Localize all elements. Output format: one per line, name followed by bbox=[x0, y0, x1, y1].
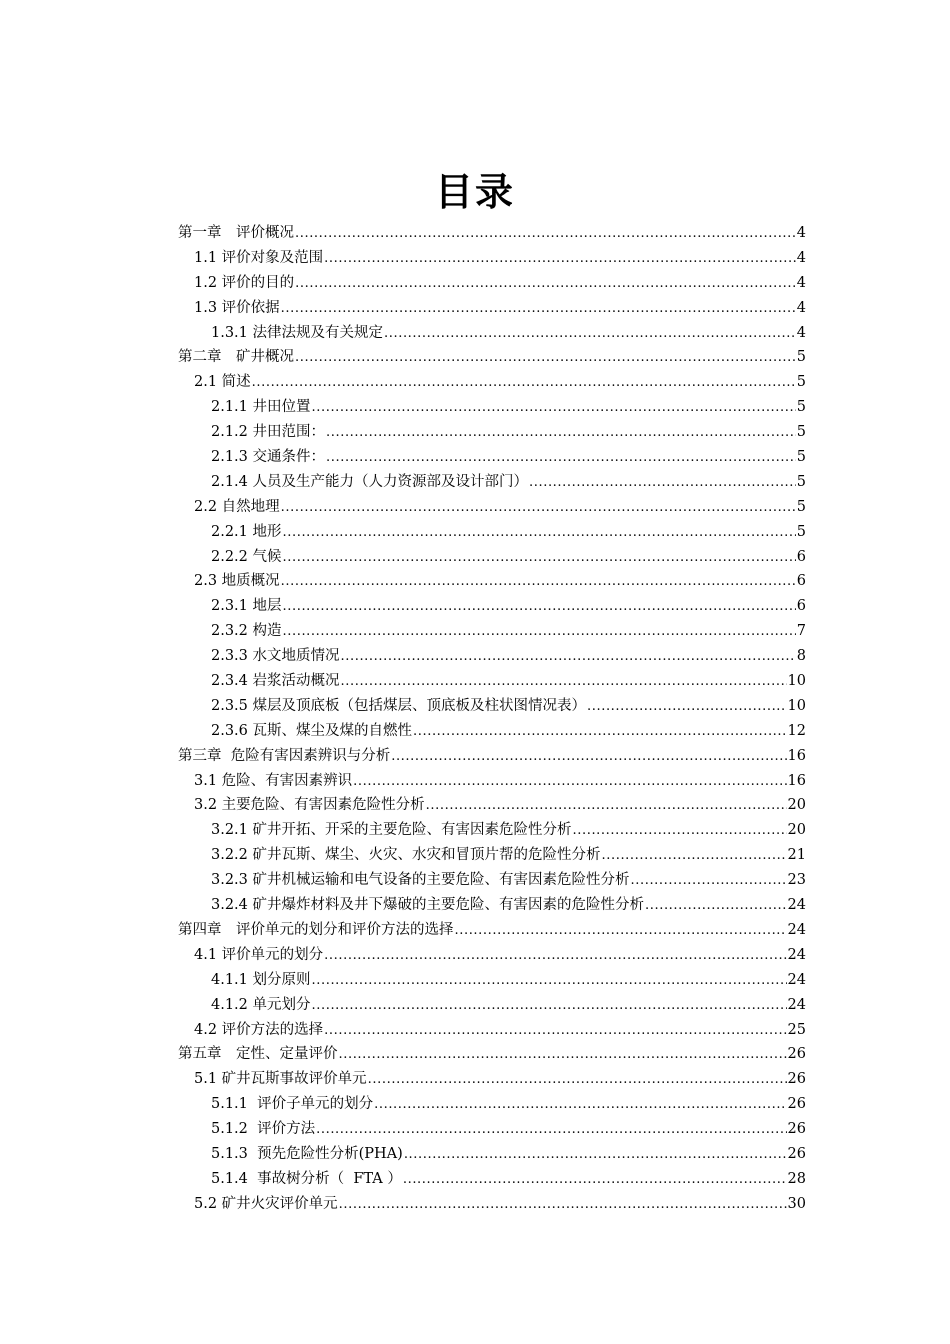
toc-title: 目录 bbox=[434, 170, 515, 214]
toc-entry-text: 3.1 危险、有害因素辨识 bbox=[194, 772, 353, 789]
toc-entry[interactable] bbox=[178, 1167, 806, 1192]
toc-page-number: 16 bbox=[787, 772, 806, 789]
toc-entry-text: 3.2.1 矿井开拓、开采的主要危险、有害因素危险性分析 bbox=[211, 822, 572, 839]
toc-entry[interactable] bbox=[178, 793, 806, 818]
toc-entry-text: 2.3.2 构造 bbox=[211, 623, 282, 640]
toc-dot-leader bbox=[312, 968, 787, 985]
toc-page-number: 23 bbox=[787, 872, 806, 889]
toc-entry-text: 3.2.4 矿井爆炸材料及井下爆破的主要危险、有害因素的危险性分析 bbox=[211, 897, 645, 914]
toc-entry[interactable] bbox=[178, 719, 806, 744]
toc-dot-leader bbox=[283, 545, 796, 562]
toc-page-number: 4 bbox=[796, 249, 806, 266]
toc-entry[interactable] bbox=[178, 993, 806, 1018]
toc-entry-text: 第二章 矿井概况 bbox=[178, 349, 294, 366]
toc-dot-leader bbox=[283, 594, 796, 611]
toc-dot-leader bbox=[324, 1018, 786, 1035]
toc-entry[interactable] bbox=[178, 1117, 806, 1142]
toc-entry-text: 2.3 地质概况 bbox=[194, 573, 280, 590]
toc-page-number: 26 bbox=[787, 1145, 806, 1162]
toc-page-number: 5 bbox=[796, 374, 806, 391]
toc-entry[interactable] bbox=[178, 271, 806, 296]
toc-dot-leader bbox=[631, 868, 787, 885]
toc-dot-leader bbox=[413, 719, 787, 736]
toc-page-number: 5 bbox=[796, 523, 806, 540]
toc-entry-text: 4.1.1 划分原则 bbox=[211, 971, 311, 988]
toc-page-number: 24 bbox=[787, 971, 806, 988]
toc-page-number: 24 bbox=[787, 897, 806, 914]
toc-dot-leader bbox=[324, 943, 786, 960]
toc-page-number: 20 bbox=[787, 822, 806, 839]
toc-page-number: 4 bbox=[796, 324, 806, 341]
toc-dot-leader bbox=[312, 993, 787, 1010]
toc-page-number: 21 bbox=[787, 847, 806, 864]
toc-page-number: 20 bbox=[787, 797, 806, 814]
toc-entry[interactable] bbox=[178, 694, 806, 719]
toc-page-number: 6 bbox=[796, 598, 806, 615]
table-of-contents bbox=[178, 221, 806, 1217]
toc-dot-leader bbox=[455, 918, 787, 935]
toc-dot-leader bbox=[312, 395, 796, 412]
toc-entry[interactable] bbox=[178, 1067, 806, 1092]
toc-entry-text: 3.2.2 矿井瓦斯、煤尘、火灾、水灾和冒顶片帮的危险性分析 bbox=[211, 847, 601, 864]
toc-page-number: 24 bbox=[787, 921, 806, 938]
toc-entry-text: 2.3.3 水文地质情况 bbox=[211, 648, 340, 665]
toc-entry-text: 5.2 矿井火灾评价单元 bbox=[194, 1195, 338, 1212]
toc-dot-leader bbox=[283, 619, 796, 636]
toc-page-number: 7 bbox=[796, 623, 806, 640]
toc-entry-text: 第一章 评价概况 bbox=[178, 225, 294, 241]
toc-dot-leader bbox=[252, 370, 796, 387]
toc-page-number: 28 bbox=[787, 1170, 806, 1187]
toc-entry[interactable] bbox=[178, 594, 806, 619]
toc-page-number: 5 bbox=[796, 498, 806, 515]
toc-entry-text: 2.3.6 瓦斯、煤尘及煤的自燃性 bbox=[211, 722, 413, 739]
toc-entry-text: 2.2 自然地理 bbox=[194, 498, 280, 515]
toc-page-number: 8 bbox=[796, 648, 806, 665]
toc-page-number: 24 bbox=[787, 996, 806, 1013]
toc-page-number: 26 bbox=[787, 1046, 806, 1063]
toc-entry-text: 2.3.5 煤层及顶底板（包括煤层、顶底板及柱状图情况表） bbox=[211, 697, 587, 714]
toc-entry-text: 2.1.2 井田范围： bbox=[211, 424, 326, 441]
toc-entry[interactable] bbox=[178, 1142, 806, 1167]
toc-dot-leader bbox=[295, 221, 796, 238]
toc-dot-leader bbox=[587, 694, 787, 711]
toc-entry-text: 第三章 危险有害因素辨识与分析 bbox=[178, 747, 391, 764]
toc-entry-text: 4.1 评价单元的划分 bbox=[194, 946, 324, 963]
toc-entry-text: 2.1 简述 bbox=[194, 374, 251, 391]
toc-entry[interactable] bbox=[178, 296, 806, 321]
toc-dot-leader bbox=[341, 644, 796, 661]
toc-dot-leader bbox=[316, 1117, 786, 1134]
toc-entry[interactable] bbox=[178, 1092, 806, 1117]
toc-entry-text: 5.1.1 评价子单元的划分 bbox=[211, 1096, 374, 1113]
toc-entry[interactable] bbox=[178, 520, 806, 545]
toc-page-number: 12 bbox=[787, 722, 806, 739]
toc-entry[interactable] bbox=[178, 769, 806, 794]
toc-dot-leader bbox=[281, 296, 796, 313]
toc-dot-leader bbox=[374, 1092, 786, 1109]
toc-dot-leader bbox=[529, 470, 796, 487]
toc-entry-text: 2.2.2 气候 bbox=[211, 548, 282, 565]
toc-page-number: 25 bbox=[787, 1021, 806, 1038]
toc-page-number: 4 bbox=[796, 299, 806, 316]
toc-page-number: 6 bbox=[796, 573, 806, 590]
toc-dot-leader bbox=[281, 495, 796, 512]
toc-entry[interactable] bbox=[178, 246, 806, 271]
toc-page-number: 10 bbox=[787, 697, 806, 714]
toc-entry-text: 3.2 主要危险、有害因素危险性分析 bbox=[194, 797, 425, 814]
toc-dot-leader bbox=[602, 843, 787, 860]
toc-entry[interactable] bbox=[178, 943, 806, 968]
toc-dot-leader bbox=[384, 321, 796, 338]
toc-entry[interactable] bbox=[178, 1042, 806, 1067]
toc-dot-leader bbox=[645, 893, 787, 910]
toc-dot-leader bbox=[426, 793, 787, 810]
toc-entry-text: 2.3.1 地层 bbox=[211, 598, 282, 615]
toc-entry[interactable] bbox=[178, 1192, 806, 1217]
toc-dot-leader bbox=[368, 1067, 787, 1084]
toc-page-number: 5 bbox=[796, 349, 806, 366]
toc-dot-leader bbox=[324, 246, 796, 263]
toc-entry-text: 2.3.4 岩浆活动概况 bbox=[211, 673, 340, 690]
toc-dot-leader bbox=[339, 1192, 787, 1209]
toc-dot-leader bbox=[326, 420, 796, 437]
toc-dot-leader bbox=[326, 445, 796, 462]
toc-entry[interactable] bbox=[178, 744, 806, 769]
toc-entry[interactable] bbox=[178, 1018, 806, 1043]
toc-entry-text: 2.1.1 井田位置 bbox=[211, 399, 311, 416]
toc-entry-text: 4.2 评价方法的选择 bbox=[194, 1021, 324, 1038]
toc-page-number: 30 bbox=[787, 1195, 806, 1212]
toc-entry[interactable] bbox=[178, 321, 806, 346]
toc-entry-text: 5.1 矿井瓦斯事故评价单元 bbox=[194, 1071, 367, 1088]
toc-entry[interactable] bbox=[178, 545, 806, 570]
toc-entry-text: 5.1.4 事故树分析（ FTA ） bbox=[211, 1170, 402, 1187]
toc-entry-text: 4.1.2 单元划分 bbox=[211, 996, 311, 1013]
toc-page-number: 5 bbox=[796, 449, 806, 466]
toc-entry[interactable] bbox=[178, 569, 806, 594]
toc-entry[interactable] bbox=[178, 619, 806, 644]
toc-page-number: 4 bbox=[796, 274, 806, 291]
toc-entry[interactable] bbox=[178, 843, 806, 868]
toc-entry-text: 2.1.3 交通条件： bbox=[211, 449, 326, 466]
toc-entry[interactable] bbox=[178, 669, 806, 694]
toc-page-number: 26 bbox=[787, 1121, 806, 1138]
toc-entry[interactable] bbox=[178, 918, 806, 943]
toc-page-number: 24 bbox=[787, 946, 806, 963]
toc-entry-text: 1.3.1 法律法规及有关规定 bbox=[211, 324, 384, 341]
toc-entry[interactable] bbox=[178, 470, 806, 495]
toc-entry[interactable] bbox=[178, 445, 806, 470]
toc-dot-leader bbox=[283, 520, 796, 537]
toc-entry-text: 1.1 评价对象及范围 bbox=[194, 249, 324, 266]
toc-entry[interactable] bbox=[178, 495, 806, 520]
toc-entry-text: 第四章 评价单元的划分和评价方法的选择 bbox=[178, 921, 454, 938]
toc-dot-leader bbox=[295, 271, 796, 288]
toc-entry-text: 1.3 评价依据 bbox=[194, 299, 280, 316]
toc-entry[interactable] bbox=[178, 893, 806, 918]
toc-dot-leader bbox=[341, 669, 787, 686]
toc-entry-text: 2.1.4 人员及生产能力（人力资源部及设计部门） bbox=[211, 473, 529, 490]
toc-dot-leader bbox=[573, 818, 787, 835]
toc-page-number: 6 bbox=[796, 548, 806, 565]
toc-entry[interactable] bbox=[178, 644, 806, 669]
toc-dot-leader bbox=[281, 569, 796, 586]
toc-dot-leader bbox=[353, 769, 786, 786]
toc-page-number: 10 bbox=[787, 673, 806, 690]
toc-entry[interactable] bbox=[178, 221, 806, 246]
toc-entry[interactable] bbox=[178, 345, 806, 370]
toc-page-number: 26 bbox=[787, 1071, 806, 1088]
toc-page-number: 26 bbox=[787, 1096, 806, 1113]
toc-page-number: 4 bbox=[796, 225, 806, 241]
toc-dot-leader bbox=[295, 345, 796, 362]
toc-entry[interactable] bbox=[178, 370, 806, 395]
toc-page-number: 16 bbox=[787, 747, 806, 764]
toc-page-number: 5 bbox=[796, 424, 806, 441]
toc-entry[interactable] bbox=[178, 420, 806, 445]
toc-entry-text: 1.2 评价的目的 bbox=[194, 274, 295, 291]
toc-dot-leader bbox=[404, 1142, 787, 1159]
toc-entry-text: 第五章 定性、定量评价 bbox=[178, 1046, 338, 1063]
toc-entry-text: 3.2.3 矿井机械运输和电气设备的主要危险、有害因素危险性分析 bbox=[211, 872, 630, 889]
toc-page-number: 5 bbox=[796, 473, 806, 490]
toc-entry[interactable] bbox=[178, 968, 806, 993]
toc-entry[interactable] bbox=[178, 395, 806, 420]
toc-entry[interactable] bbox=[178, 868, 806, 893]
toc-dot-leader bbox=[403, 1167, 787, 1184]
toc-dot-leader bbox=[339, 1042, 787, 1059]
toc-dot-leader bbox=[391, 744, 786, 761]
toc-entry[interactable] bbox=[178, 818, 806, 843]
toc-entry-text: 2.2.1 地形 bbox=[211, 523, 282, 540]
toc-entry-text: 5.1.2 评价方法 bbox=[211, 1121, 316, 1138]
toc-entry-text: 5.1.3 预先危险性分析(PHA) bbox=[211, 1145, 403, 1162]
toc-page-number: 5 bbox=[796, 399, 806, 416]
